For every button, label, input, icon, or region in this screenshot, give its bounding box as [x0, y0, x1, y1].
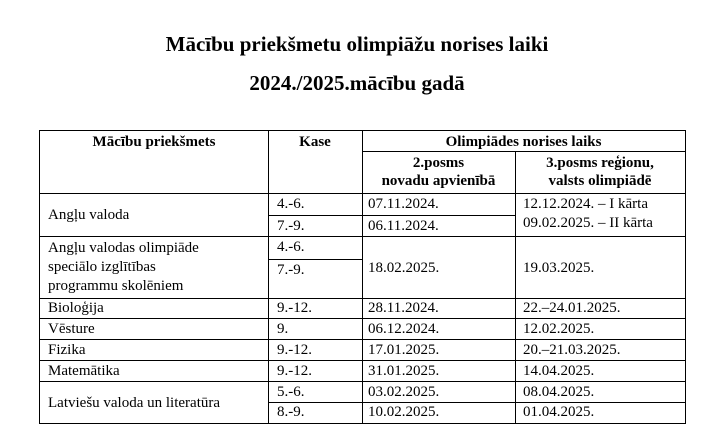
header-stage2-line1: 2.posms: [412, 155, 465, 171]
header-olympiad-time: Olimpiādes norises laiks: [445, 134, 602, 150]
subject-english: Angļu valoda: [48, 207, 130, 223]
stage2-history: 06.12.2024.: [368, 321, 440, 337]
header-grade: Kase: [299, 134, 331, 150]
stage2-biology: 28.11.2024.: [368, 300, 439, 316]
grade-english-a: 4.-6.: [277, 196, 305, 212]
grade-physics: 9.-12.: [277, 342, 312, 358]
stage2-math: 31.01.2025.: [368, 363, 440, 379]
document-subtitle: 2024./2025.mācību gadā: [249, 71, 465, 95]
row-divider-english-grades: [268, 215, 516, 216]
stage3-english-line1: 12.12.2024. – I kārta: [523, 196, 648, 212]
stage3-english-line2: 09.02.2025. – II kārta: [523, 215, 653, 231]
row-divider-biology: [40, 318, 685, 319]
header-bottom-divider: [40, 193, 685, 194]
stage2-english-b: 06.11.2024.: [368, 218, 439, 234]
row-divider-special-grades: [268, 259, 363, 260]
col-divider-subject: [268, 131, 269, 423]
subject-english-special-line1: Angļu valodas olimpiāde: [48, 240, 199, 256]
grade-english-special-b: 7.-9.: [277, 262, 305, 278]
stage2-english-special: 18.02.2025.: [368, 260, 440, 276]
row-divider-physics: [40, 360, 685, 361]
stage2-physics: 17.01.2025.: [368, 342, 440, 358]
stage3-latvian-b: 01.04.2025.: [523, 404, 595, 420]
grade-latvian-b: 8.-9.: [277, 404, 305, 420]
olympiad-schedule-table: [39, 130, 686, 424]
header-group-divider: [362, 151, 685, 152]
stage3-physics: 20.–21.03.2025.: [523, 342, 621, 358]
subject-english-special-line3: programmu skolēniem: [48, 278, 184, 294]
subject-latvian: Latviešu valoda un literatūra: [48, 395, 221, 411]
stage2-english-a: 07.11.2024.: [368, 196, 439, 212]
document-title: Mācību priekšmetu olimpiāžu norises laiki: [165, 32, 549, 56]
header-subject: Mācību priekšmets: [92, 134, 216, 150]
subject-math: Matemātika: [48, 363, 120, 379]
stage2-latvian-b: 10.02.2025.: [368, 404, 440, 420]
row-divider-history: [40, 339, 685, 340]
row-divider-english: [40, 236, 685, 237]
subject-history: Vēsture: [48, 321, 95, 337]
row-divider-special: [40, 298, 685, 299]
stage3-math: 14.04.2025.: [523, 363, 595, 379]
header-stage3-line1: 3.posms reģionu,: [546, 155, 654, 171]
stage2-latvian-a: 03.02.2025.: [368, 384, 440, 400]
grade-history: 9.: [277, 321, 289, 337]
subject-english-special-line2: speciālo izglītības: [48, 259, 156, 275]
row-divider-latvian-grades: [268, 402, 685, 403]
grade-latvian-a: 5.-6.: [277, 384, 305, 400]
grade-math: 9.-12.: [277, 363, 312, 379]
header-stage3-line2: valsts olimpiādē: [548, 173, 652, 189]
stage3-biology: 22.–24.01.2025.: [523, 300, 621, 316]
grade-english-b: 7.-9.: [277, 218, 305, 234]
header-stage2-line2: novadu apvienībā: [381, 173, 496, 189]
grade-biology: 9.-12.: [277, 300, 312, 316]
stage3-history: 12.02.2025.: [523, 321, 595, 337]
subject-biology: Bioloģija: [48, 300, 104, 316]
subject-physics: Fizika: [48, 342, 86, 358]
stage3-latvian-a: 08.04.2025.: [523, 384, 595, 400]
grade-english-special-a: 4.-6.: [277, 239, 305, 255]
row-divider-math: [40, 381, 685, 382]
stage3-english-special: 19.03.2025.: [523, 260, 595, 276]
